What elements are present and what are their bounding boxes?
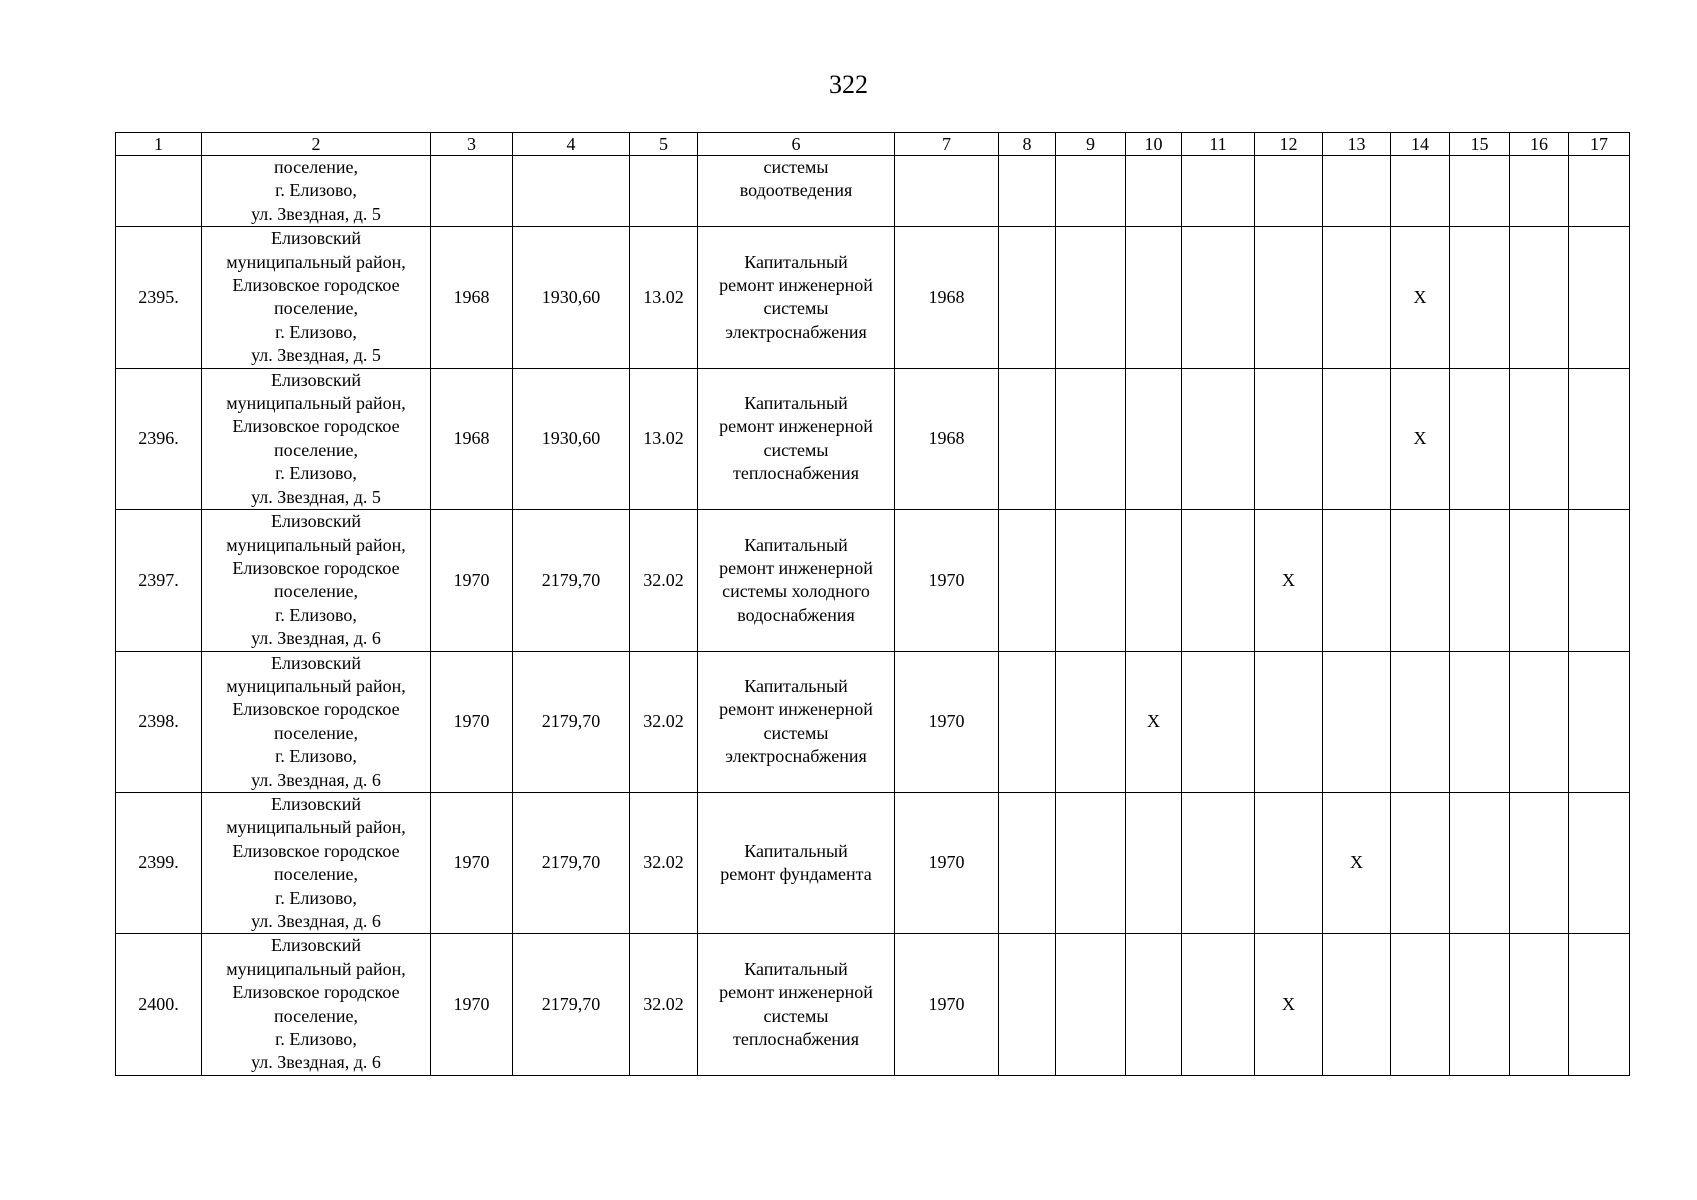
address-line: г. Елизово, [275,887,357,908]
address-line: ул. Звездная, д. 5 [251,345,381,366]
work-line: ремонт инженерной [719,275,873,296]
wear-cell [630,156,698,227]
work-line: Капитальный [744,958,848,979]
area-cell: 1930,60 [513,227,630,368]
address-line: Елизовское городское [232,275,400,296]
year-built-cell: 1970 [431,792,513,933]
period-cell [1391,510,1450,651]
area-cell [513,156,630,227]
work-line: электроснабжения [725,321,867,342]
column-number: 8 [999,133,1056,156]
column-number: 6 [698,133,895,156]
column-number: 11 [1182,133,1255,156]
address-line: муниципальный район, [226,958,406,979]
table-row [116,227,1630,368]
column-number: 16 [1510,133,1569,156]
period-cell [1510,792,1569,933]
period-cell [1569,510,1630,651]
address-line: Елизовское городское [232,840,400,861]
period-cell [1056,510,1126,651]
period-cell [1450,934,1510,1075]
address-line: ул. Звездная, д. 6 [251,769,381,790]
period-cell [999,510,1056,651]
period-cell [999,934,1056,1075]
continuation-row [116,156,1630,227]
address-line: поселение, [273,439,358,460]
work-line: Капитальный [744,393,848,414]
address-cell [202,368,431,509]
table-row [116,934,1630,1075]
period-cell [1569,156,1630,227]
year-repair-cell: 1968 [895,227,999,368]
column-number: 1 [116,133,202,156]
work-line: ремонт фундамента [720,864,872,885]
year-built-cell: 1968 [431,368,513,509]
work-line: Капитальный [744,840,848,861]
address-line: поселение, [273,722,358,743]
row-number-cell [116,156,202,227]
work-type-cell [698,651,895,792]
table-row [116,368,1630,509]
year-repair-cell: 1968 [895,368,999,509]
address-cell [202,651,431,792]
column-number: 2 [202,133,431,156]
address-cell [202,792,431,933]
address-line: Елизовский [270,369,361,390]
year-built-cell [431,156,513,227]
column-number: 12 [1255,133,1323,156]
address-cell [202,934,431,1075]
period-cell [1182,368,1255,509]
wear-cell: 13.02 [630,227,698,368]
work-type-cell [698,510,895,651]
year-repair-cell: 1970 [895,792,999,933]
work-line: Капитальный [744,251,848,272]
address-line: ул. Звездная, д. 6 [251,628,381,649]
work-line: ремонт инженерной [719,699,873,720]
address-line: Елизовский [270,935,361,956]
mark-cell: X [1126,651,1182,792]
period-cell [1510,934,1569,1075]
area-cell: 1930,60 [513,368,630,509]
period-cell [1510,368,1569,509]
address-line: Елизовский [270,793,361,814]
area-cell: 2179,70 [513,651,630,792]
address-cell [202,510,431,651]
table-row [116,792,1630,933]
period-cell [1182,934,1255,1075]
wear-cell: 32.02 [630,651,698,792]
work-type-cell [698,368,895,509]
year-repair-cell: 1970 [895,934,999,1075]
mark-cell: X [1391,227,1450,368]
period-cell [1126,368,1182,509]
address-line: поселение, [273,581,358,602]
period-cell [1450,510,1510,651]
period-cell [1323,368,1391,509]
period-cell [1323,156,1391,227]
work-type-cell [698,156,895,227]
period-cell [1056,156,1126,227]
row-number-cell: 2397. [116,510,202,651]
row-number-cell: 2398. [116,651,202,792]
work-line: водоснабжения [737,604,855,625]
address-line: поселение, [273,157,358,177]
period-cell [1450,792,1510,933]
year-built-cell: 1970 [431,510,513,651]
period-cell [1450,227,1510,368]
period-cell [1450,651,1510,792]
year-repair-cell: 1970 [895,651,999,792]
column-number: 10 [1126,133,1182,156]
period-cell [1569,227,1630,368]
address-line: ул. Звездная, д. 5 [251,486,381,507]
period-cell [1182,227,1255,368]
address-line: Елизовское городское [232,416,400,437]
column-number: 3 [431,133,513,156]
period-cell [999,792,1056,933]
period-cell [1323,934,1391,1075]
address-line: г. Елизово, [275,180,357,201]
period-cell [1323,227,1391,368]
period-cell [1569,792,1630,933]
period-cell [1056,368,1126,509]
period-cell [1510,227,1569,368]
period-cell [1255,156,1323,227]
year-built-cell: 1970 [431,934,513,1075]
work-line: Капитальный [744,534,848,555]
wear-cell: 32.02 [630,792,698,933]
area-cell: 2179,70 [513,792,630,933]
year-repair-cell: 1970 [895,510,999,651]
address-line: г. Елизово, [275,321,357,342]
column-number: 9 [1056,133,1126,156]
period-cell [1323,510,1391,651]
work-line: системы [763,298,829,319]
address-line: ул. Звездная, д. 6 [251,911,381,931]
work-line: системы [763,722,829,743]
address-line: Елизовское городское [232,699,400,720]
period-cell [1126,227,1182,368]
period-cell [1255,651,1323,792]
wear-cell: 13.02 [630,368,698,509]
period-cell [1323,651,1391,792]
period-cell [1450,156,1510,227]
page-number: 322 [829,70,868,99]
period-cell [999,368,1056,509]
work-line: Капитальный [744,675,848,696]
year-built-cell: 1968 [431,227,513,368]
period-cell [1450,368,1510,509]
work-line: ремонт инженерной [719,557,873,578]
mark-cell: X [1255,934,1323,1075]
address-cell [202,156,431,227]
address-line: Елизовское городское [232,982,400,1003]
period-cell [1126,934,1182,1075]
table-row [116,510,1630,651]
period-cell [1255,368,1323,509]
period-cell [1126,510,1182,651]
work-type-cell [698,792,895,933]
address-line: муниципальный район, [226,534,406,555]
work-line: системы [763,157,829,177]
work-line: ремонт инженерной [719,982,873,1003]
address-line: Елизовский [270,511,361,532]
period-cell [1126,792,1182,933]
period-cell [999,651,1056,792]
period-cell [1056,792,1126,933]
row-number-cell: 2400. [116,934,202,1075]
column-number: 14 [1391,133,1450,156]
year-built-cell: 1970 [431,651,513,792]
column-number: 5 [630,133,698,156]
period-cell [1569,934,1630,1075]
address-cell [202,227,431,368]
wear-cell: 32.02 [630,934,698,1075]
area-cell: 2179,70 [513,934,630,1075]
row-number-cell: 2399. [116,792,202,933]
address-line: муниципальный район, [226,675,406,696]
period-cell [1182,792,1255,933]
period-cell [1255,792,1323,933]
work-line: водоотведения [739,180,853,201]
mark-cell: X [1391,368,1450,509]
work-line: системы [763,1005,829,1026]
address-line: ул. Звездная, д. 6 [251,1052,381,1073]
address-line: ул. Звездная, д. 5 [251,203,381,224]
period-cell [1510,510,1569,651]
period-cell [1510,651,1569,792]
address-line: г. Елизово, [275,1029,357,1050]
period-cell [1182,510,1255,651]
mark-cell: X [1323,792,1391,933]
period-cell [1510,156,1569,227]
period-cell [1056,227,1126,368]
address-line: муниципальный район, [226,817,406,838]
work-line: системы [763,439,829,460]
table-row [116,651,1630,792]
work-type-cell [698,227,895,368]
repair-register-table [115,132,1630,1076]
address-line: г. Елизово, [275,604,357,625]
area-cell: 2179,70 [513,510,630,651]
period-cell [1569,368,1630,509]
work-line: электроснабжения [725,746,867,767]
period-cell [1391,651,1450,792]
address-line: Елизовский [270,652,361,673]
address-line: г. Елизово, [275,746,357,767]
period-cell [999,156,1056,227]
work-line: теплоснабжения [733,463,859,484]
year-repair-cell [895,156,999,227]
period-cell [1182,156,1255,227]
address-line: г. Елизово, [275,463,357,484]
address-line: поселение, [273,1005,358,1026]
address-line: Елизовский [270,228,361,249]
period-cell [1182,651,1255,792]
period-cell [1255,227,1323,368]
column-number-row [116,133,1630,156]
column-number: 4 [513,133,630,156]
address-line: муниципальный район, [226,251,406,272]
address-line: Елизовское городское [232,557,400,578]
address-line: муниципальный район, [226,393,406,414]
column-number: 17 [1569,133,1630,156]
row-number-cell: 2396. [116,368,202,509]
work-line: системы холодного [722,581,870,602]
work-line: теплоснабжения [733,1029,859,1050]
work-type-cell [698,934,895,1075]
period-cell [1391,156,1450,227]
address-line: поселение, [273,864,358,885]
address-line: поселение, [273,298,358,319]
period-cell [1056,934,1126,1075]
column-number: 13 [1323,133,1391,156]
column-number: 15 [1450,133,1510,156]
mark-cell: X [1255,510,1323,651]
wear-cell: 32.02 [630,510,698,651]
column-number: 7 [895,133,999,156]
period-cell [1391,934,1450,1075]
period-cell [1126,156,1182,227]
period-cell [999,227,1056,368]
period-cell [1391,792,1450,933]
row-number-cell: 2395. [116,227,202,368]
period-cell [1569,651,1630,792]
period-cell [1056,651,1126,792]
work-line: ремонт инженерной [719,416,873,437]
